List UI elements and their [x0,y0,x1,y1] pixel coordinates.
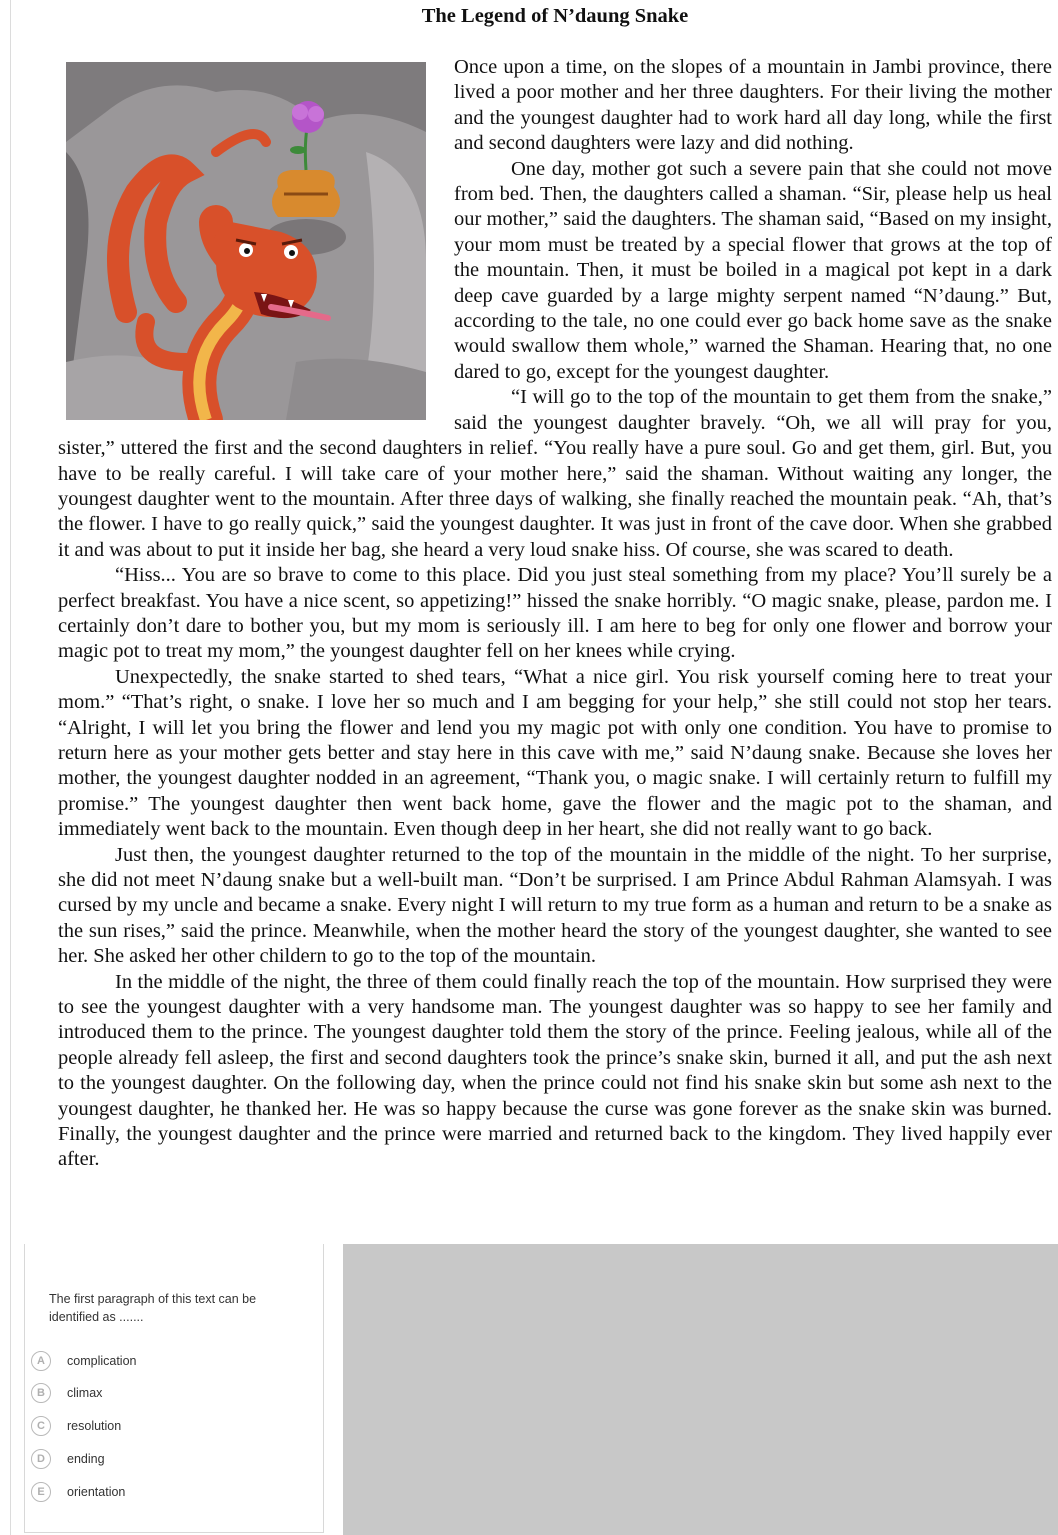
paragraph-1: Once upon a time, on the slopes of a mountain in Jambi province, there lived a poor mother and her three daughters. For their living the mother and the youngest daughter had to work hard all day long, while the first and second daughters were lazy and did nothing. [454,56,1052,155]
option-d-label: ending [67,1452,105,1466]
paragraph-4: “Hiss... You are so brave to come to this place. Did you just steal something from my place? You’ll surely be a perfect breakfast. You have a nice scent, so appetizing!” hissed the snake horribly. “O magic snake, please, pardon me. I certainly don’t dare to bother you, but my mom is seriously ill. I am here to beg for only one flower and borrow your magic pot to treat my mom,” the youngest daughter fell on her knees while crying. [58,564,1052,663]
story-title: The Legend of N’daung Snake [421,5,689,27]
option-b-marker[interactable]: B [31,1383,51,1403]
paragraph-5: Unexpectedly, the snake started to shed tears, “What a nice girl. You risk yourself coming here to treat your mom.” “That’s right, o snake. I love her so much and I am begging for your help,” she still could not stop her tears. “Alright, I will let you bring the flower and lend you my magic pot with only one condition. You have to promise to return here as your mother gets better and stay here in this cave with me,” said N’daung snake. Because she loves her mother, the youngest daughter nodded in an agreement, “Thank you, o magic snake. I will certainly return to fulfill my promise.” The youngest daughter then went back home, gave the flower and the magic pot to the shaman, and immediately went back to the mountain. Even though deep in her heart, she did not really want to go back. [58,665,1052,841]
snake-illustration [66,62,426,420]
paragraph-3: “I will go to the top of the mountain to get them from the snake,” said the youngest daughter bravely. “Oh, we all will pray for you, sister,” uttered the first and the second daughters in relief. “You really have a pure soul. Go and get them, girl. But, you have to be really careful. I will take care of your mother here,” said the shaman. Without waiting any longer, the youngest daughter went to the mountain. After three days of walking, she finally reached the mountain peak. “Ah, that’s the flower. I have to go really quick,” said the youngest daughter. It was just in front of the cave door. When she grabbed it and was about to put it inside her bag, she heard a very loud snake hiss. Of course, she was scared to death. [58,386,1052,561]
option-c-label: resolution [67,1419,122,1433]
story-document [58,0,1052,1173]
option-a-label: complication [67,1354,137,1368]
question-text: The first paragraph of this text can be identified as ....... [49,1292,257,1324]
story-text [58,35,1052,1173]
option-c[interactable] [31,1414,121,1438]
option-a[interactable] [31,1349,136,1373]
option-b-label: climax [67,1386,103,1400]
left-divider [10,0,11,1535]
option-e-marker[interactable]: E [31,1482,51,1502]
paragraph-7: In the middle of the night, the three of them could finally reach the top of the mountain. How surprised they were to see the youngest daughter with a very handsome man. The youngest daughter was so happy to see her family and introduced them to the prince. The youngest daughter told them the story of the prince. Feeling jealous, while all of the people already fell asleep, the first and second daughters took the prince’s snake skin, burned it all, and put the ash next to the youngest daughter. On the following day, when the prince could not find his snake skin but some ash next to the youngest daughter, he thanked her. He was so happy because the curse was gone forever as the snake skin was burned. Finally, the youngest daughter and the prince were married and returned back to the kingdom. They lived happily ever after. [58,970,1052,1171]
question-panel [24,1244,324,1533]
option-c-marker[interactable]: C [31,1416,51,1436]
option-e-label: orientation [67,1485,126,1499]
option-e[interactable] [31,1480,125,1504]
option-d-marker[interactable]: D [31,1449,51,1469]
option-a-marker[interactable]: A [31,1351,51,1371]
paragraph-6: Just then, the youngest daughter returned to the top of the mountain in the middle of the night. To her surprise, she did not meet N’daung snake but a well-built man. “Don’t be surprised. I am Prince Abdul Rahman Alamsyah. I was cursed by my uncle and became a snake. Every night I will return to my true form as a human and return to be a snake as the sun rises,” said the prince. Meanwhile, when the mother heard the story of the youngest daughter, she wanted to see her. She asked her other childern to go to the top of the mountain. [58,843,1052,968]
option-b[interactable] [31,1381,102,1405]
option-d[interactable] [31,1447,105,1471]
paragraph-2: One day, mother got such a severe pain that she could not move from bed. Then, the daughters called a shaman. “Sir, please help us heal our mother,” said the daughters. The shaman said, “Based on my insight, your mom must be treated by a special flower that grows at the top of the mountain. Then, it must be boiled in a magical pot kept in a dark deep cave guarded by a large mighty serpent named “N’daung.” But, according to the tale, no one could ever go back home save as the snake would swallow them whole,” warned the Shaman. Hearing that, no one dared to go, except for the youngest daughter. [454,157,1052,383]
gray-side-panel [343,1244,1058,1535]
